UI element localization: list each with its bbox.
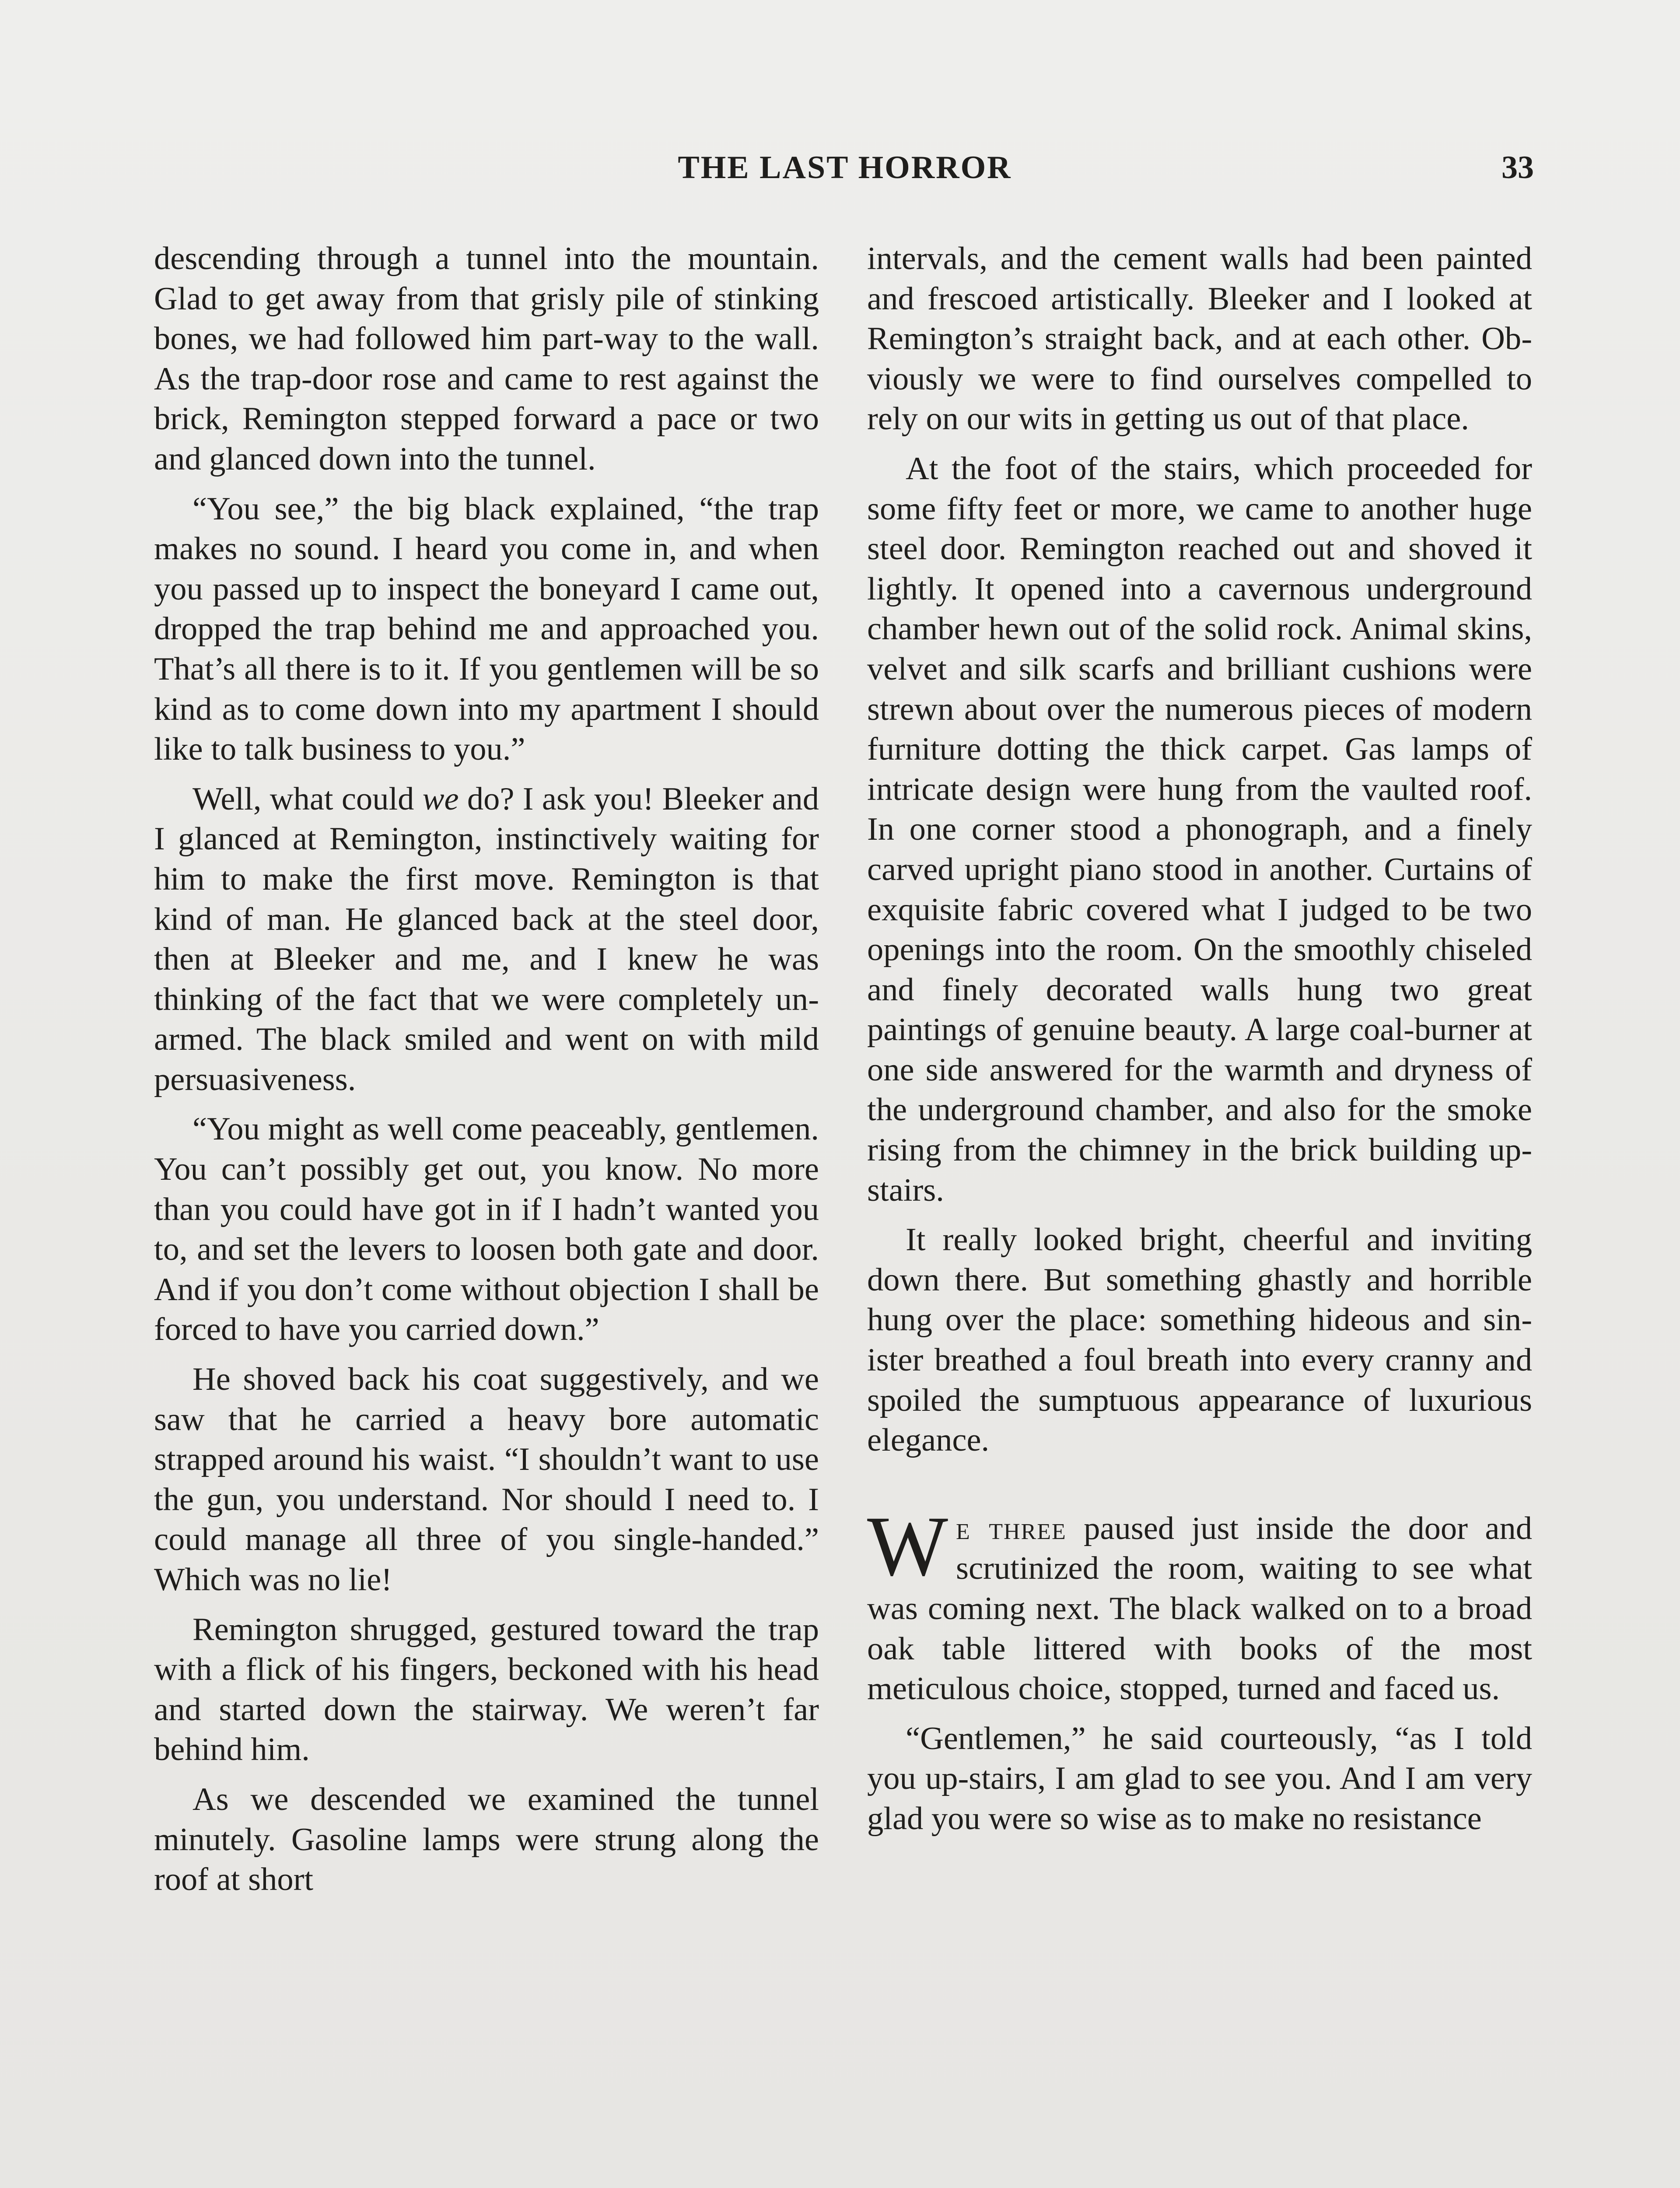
small-caps-lead: e three (956, 1510, 1067, 1546)
right-paragraph-5: “Gentlemen,” he said courteously, “as I told you up-stairs, I am glad to see you. And I am very glad you were so wise as to make no resistance (867, 1720, 1532, 1837)
left-paragraph-1: descending through a tunnel into the mountain. Glad to get away from that grisly pile of stinking bones, we had followed him part-way to the wall. As the trap-door rose and came to rest against the brick, Remington stepped forward a pace or two and glanced down into the tunnel. (154, 241, 819, 477)
left-paragraph-2: “You see,” the big black explained, “the trap makes no sound. I heard you come in, and when you passed up to inspect the boneyard I came out, dropped the trap behind me and approached you. That’s all there is to it. If you gentlemen will be so kind as to come down into my apartment I should like to talk business to you.” (154, 491, 819, 768)
right-paragraph-4 (867, 1498, 1532, 1709)
right-paragraph-2: At the foot of the stairs, which proceeded for some fifty feet or more, we came to another huge steel door. Remington reached out and shoved it lightly. It opened into a cavernous underground chamber hewn out of the solid rock. Animal skins, velvet and silk scarfs and brilliant cushions were strewn about over the numerous pieces of modern furniture dotting the thick carpet. Gas lamps of intricate design were hung from the vaulted roof. In one corner stood a phonograph, and a finely carved upright piano stood in another. Curtains of exquisite fabric covered what I judged to be two openings into the room. On the smoothly chiseled and finely decorated walls hung two great paintings of genuine beauty. A large coal-burner at one side answered for the warmth and dryness of the underground chamber, and also for the smoke rising from the chimney in the brick building upstairs. (867, 450, 1532, 1208)
page-header (156, 144, 1534, 192)
left-column (154, 239, 819, 1900)
right-paragraph-3: It really looked bright, cheerful and inviting down there. But something ghastly and horrible hung over the place: something hideous and sinister breathed a foul breath into every cranny and spoiled the sumptuous appearance of luxurious elegance. (867, 1222, 1532, 1459)
left-paragraph-3-start: Well, what could (192, 781, 423, 817)
right-paragraph-4-text: paused just inside the door and scrutinized the room, waiting to see what was coming next. The black walked on to a broad oak table littered with books of the most meticulous choice, stopped, turned and faced us. (867, 1510, 1532, 1707)
drop-cap: W (867, 1498, 948, 1594)
left-paragraph-4: “You might as well come peaceably, gentlemen. You can’t possibly get out, you know. No more than you could have got in if I hadn’t wanted you to, and set the levers to loosen both gate and door. And if you don’t come without objection I shall be forced to have you carried down.” (154, 1111, 819, 1348)
left-paragraph-3-emphasis: we (422, 781, 459, 817)
right-paragraph-1: intervals, and the cement walls had been painted and frescoed artistically. Bleeker and I looked at Remington’s straight back, and at each other. Obviously we were to find ourselves compelled to rely on our wits in getting us out of that place. (867, 241, 1532, 437)
right-column (867, 239, 1532, 1839)
running-title: THE LAST HORROR (678, 150, 1012, 186)
left-paragraph-6: Remington shrugged, gestured toward the trap with a flick of his fingers, beckoned with his head and started down the stairway. We weren’t far behind him. (154, 1611, 819, 1768)
left-paragraph-7: As we descended we examined the tunnel minutely. Gasoline lamps were strung along the roof at short (154, 1781, 819, 1898)
left-paragraph-5: He shoved back his coat suggestively, and we saw that he carried a heavy bore automatic strapped around his waist. “I shouldn’t want to use the gun, you understand. Nor should I need to. I could manage all three of you single-handed.” Which was no lie! (154, 1361, 819, 1598)
left-paragraph-3 (154, 779, 819, 1100)
left-paragraph-3-end: do? I ask you! Bleeker and I glanced at Remington, instinctively waiting for him to make the first move. Remington is that kind of man. He glanced back at the steel door, then at Bleeker and me, and I knew he was thinking of the fact that we were completely unarmed. The black smiled and went on with mild persuasiveness. (154, 781, 819, 1098)
page-number: 33 (1502, 150, 1534, 186)
